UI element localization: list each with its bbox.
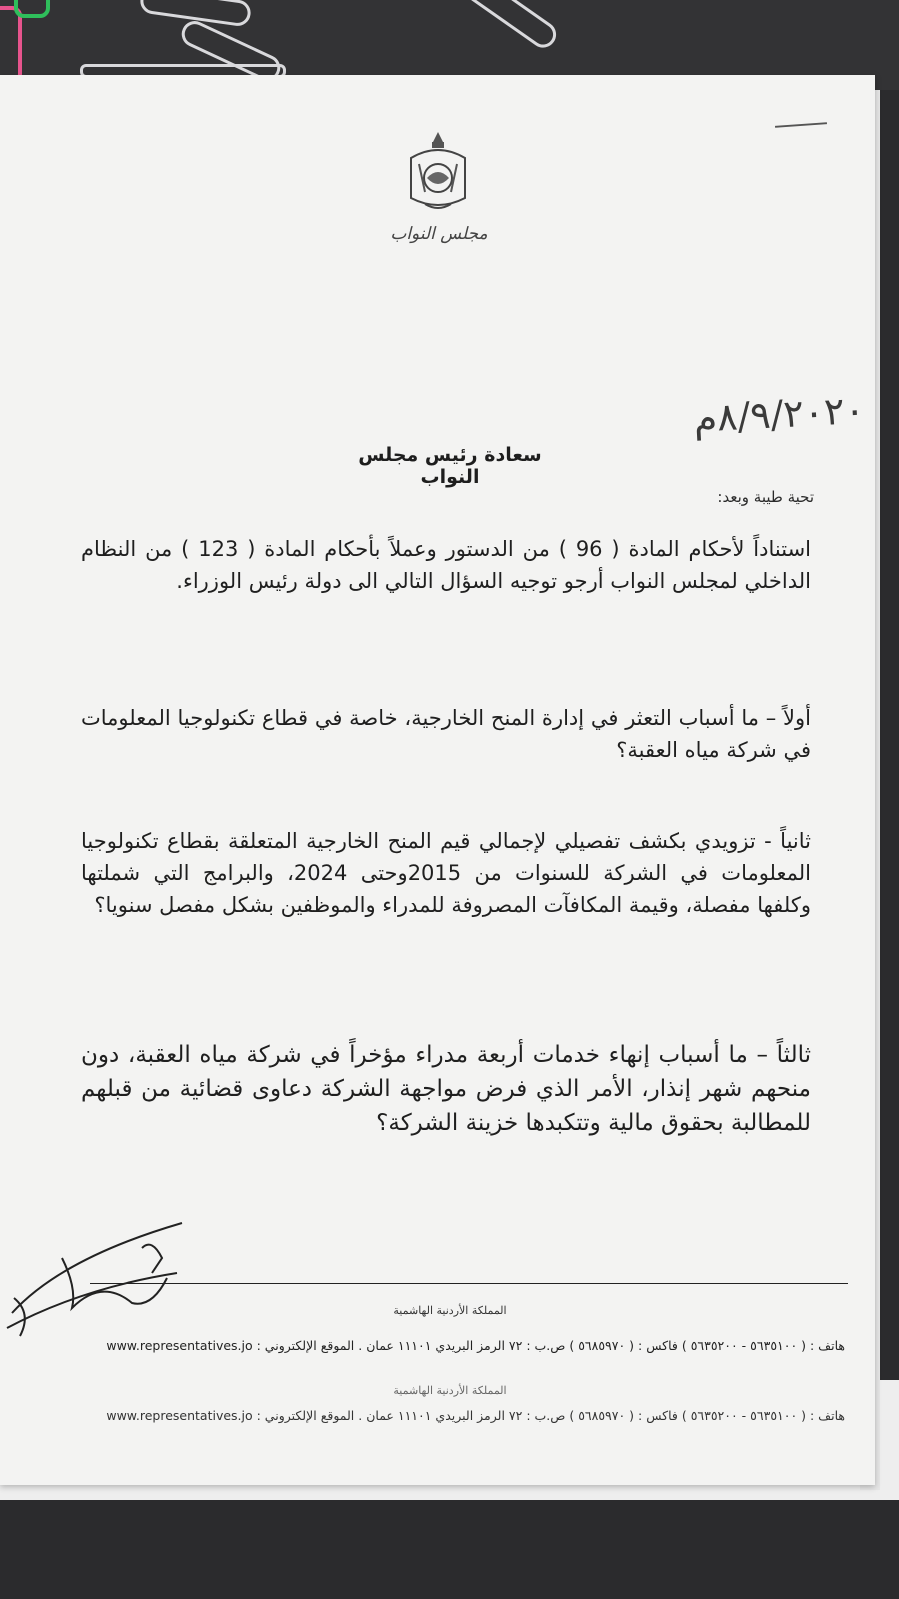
addressee: سعادة رئيس مجلس النواب <box>358 444 542 488</box>
greeting: تحية طيبة وبعد: <box>717 488 814 506</box>
footer-divider <box>90 1283 848 1284</box>
question-two: ثانياً - تزويدي بكشف تفصيلي لإجمالي قيم المنح الخارجية المتعلقة بقطاع تكنولوجيا المعلومات في الشركة للسنوات من 2015وحتى 2024، والبرامج التي شملتها وكلفها مفصلة، وقيمة المكافآت المصروفة للمدراء والموظفين بشكل مفصل سنويا؟ <box>81 829 812 917</box>
institution-name: مجلس النواب <box>390 224 488 244</box>
pink-binder-tab <box>0 6 22 84</box>
footer-crest-text-back: المملكة الأردنية الهاشمية <box>393 1384 507 1397</box>
footer-contact-back: هاتف : ( ٥٦٣٥١٠٠ - ٥٦٣٥٢٠٠ ) فاكس : ( ٥٦٨٥٩٧٠ ) ص.ب : ٧٢ الرمز البريدي ١١١٠١ عمان . الموقع الإلكتروني : www.representatives.jo <box>106 1408 845 1423</box>
intro-paragraph: استناداً لأحكام المادة ( 96 ) من الدستور وعملاً بأحكام المادة ( 123 ) من النظام الداخلي لمجلس النواب أرجو توجيه السؤال التالي الى دولة رئيس الوزراء. <box>81 537 811 593</box>
question-one: أولاً – ما أسباب التعثر في إدارة المنح الخارجية، خاصة في قطاع تكنولوجيا المعلومات في شركة مياه العقبة؟ <box>81 706 811 762</box>
handwritten-signature <box>2 1218 202 1343</box>
footer-contact: هاتف : ( ٥٦٣٥١٠٠ - ٥٦٣٥٢٠٠ ) فاكس : ( ٥٦٨٥٩٧٠ ) ص.ب : ٧٢ الرمز البريدي ١١١٠١ عمان . الموقع الإلكتروني : www.representatives.jo <box>106 1338 845 1353</box>
handwritten-date: ٨/٩/٢٠٢٠م <box>692 387 867 441</box>
green-clip <box>14 0 50 18</box>
question-three: ثالثاً – ما أسباب إنهاء خدمات أربعة مدراء مؤخراً في شركة مياه العقبة، دون منحهم شهر إنذار، الأمر الذي فرض مواجهة الشركة دعاوى قضائية من قبلهم للمطالبة بحقوق مالية وتتكبدها خزينة الشركة؟ <box>81 1042 811 1136</box>
jordan-coat-of-arms-emblem <box>405 128 471 218</box>
footer-crest-text: المملكة الأردنية الهاشمية <box>393 1304 507 1317</box>
